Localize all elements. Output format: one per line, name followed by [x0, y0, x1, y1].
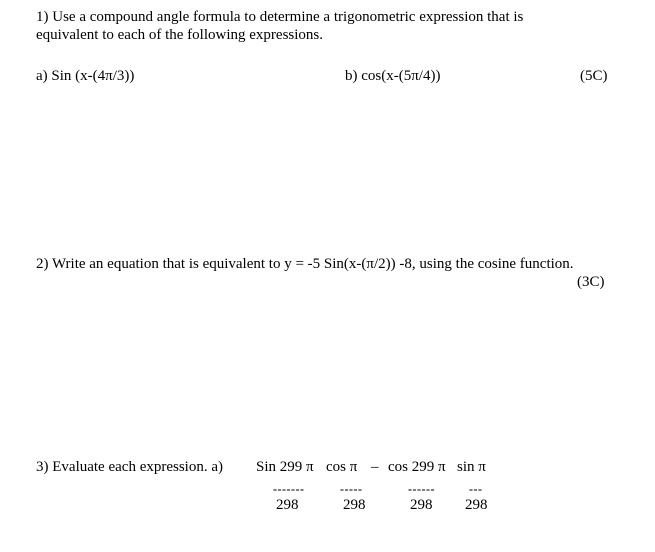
denominator-3: 298 — [410, 497, 433, 513]
fraction-bar-3: ------ — [408, 482, 435, 496]
question-1-prompt: 1) Use a compound angle formula to determine a trigonometric expression that is equivalent to each of the following expressions. — [36, 9, 524, 43]
denominator-4: 298 — [465, 497, 488, 513]
expression-term-2: cos π — [326, 459, 358, 475]
question-1-marks: (5C) — [580, 68, 608, 84]
expression-term-4: sin π — [457, 459, 486, 475]
minus-sign: – — [371, 459, 379, 475]
question-1-part-b: b) cos(x-(5π/4)) — [345, 68, 441, 84]
expression-term-3: cos 299 π — [388, 459, 446, 475]
expression-term-1: Sin 299 π — [256, 459, 314, 475]
denominator-1: 298 — [276, 497, 299, 513]
question-2-prompt: 2) Write an equation that is equivalent to y = -5 Sin(x-(π/2)) -8, using the cosine function. — [36, 256, 574, 272]
denominator-2: 298 — [343, 497, 366, 513]
question-1-part-a: a) Sin (x-(4π/3)) — [36, 68, 135, 84]
question-2-marks: (3C) — [577, 274, 605, 290]
question-3-prompt: 3) Evaluate each expression. a) — [36, 459, 223, 475]
fraction-bar-4: --- — [469, 482, 483, 496]
fraction-bar-1: ------- — [273, 482, 305, 496]
fraction-bar-2: ----- — [340, 482, 363, 496]
